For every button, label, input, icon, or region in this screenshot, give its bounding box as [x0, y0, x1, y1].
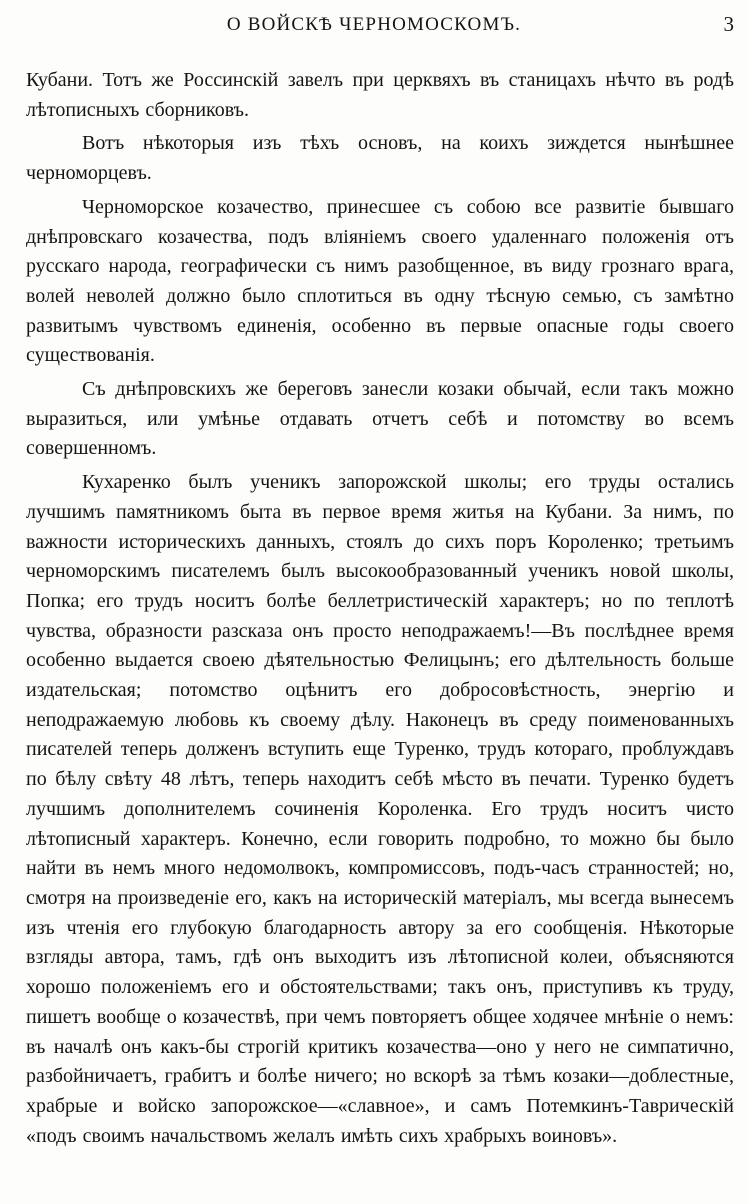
paragraph: Съ днѣпровскихъ же береговъ занесли козаки обычай, если такъ можно выразиться, или умѣнье отдавать отчетъ себѣ и потомству во всемъ совершенномъ.: [26, 378, 734, 460]
paragraph: Кубани. Тотъ же Россинскій завелъ при церквяхъ въ станицахъ нѣчто въ родѣ лѣтописныхъ сборниковъ.: [26, 69, 734, 121]
body-text: [26, 66, 734, 1155]
page-number: 3: [723, 12, 734, 36]
running-head: [0, 12, 748, 42]
running-title: О ВОЙСКѢ ЧЕРНОМОСКОМЪ.: [226, 14, 522, 35]
paragraph: Черноморское козачество, принесшее съ собою все развитіе бывшаго днѣпровскаго козачества, подъ вліяніемъ своего удаленнаго положенія отъ русскаго народа, географически съ нимъ разобщенное, въ виду грознаго врага, волей неволей должно было сплотиться въ одну тѣсную семью, съ замѣтно развитымъ чувствомъ единенія, особенно въ первые опасные годы своего существованія.: [26, 195, 734, 367]
paragraph: Кухаренко былъ ученикъ запорожской школы; его труды остались лучшимъ памятникомъ быта въ первое время житья на Кубани. За нимъ, по важности историческихъ данныхъ, стоялъ до сихъ поръ Короленко; третьимъ черноморскимъ писателемъ былъ высокообразованный ученикъ новой школы, Попка; его трудъ носитъ болѣе беллетристическій характеръ; но по теплотѣ чувства, образности разсказа онъ просто неподражаемъ!—Въ послѣднее время особенно выдается своею дѣятельностью Фелицынъ; его дѣлтельность больше издательская; потомство оцѣнитъ его добросовѣстность, энергію и неподражаемую любовь къ своему дѣлу. Наконецъ въ среду поименованныхъ писателей теперь долженъ вступить еще Туренко, трудъ котораго, проблуждавъ по бѣлу свѣту 48 лѣтъ, теперь находитъ себѣ мѣсто въ печати. Туренко будетъ лучшимъ дополнителемъ сочиненія Короленка. Его трудъ носитъ чисто лѣтописный характеръ. Конечно, если говорить подробно, то можно бы было найти въ немъ много недомолвокъ, компромиссовъ, подъ-часъ странностей; но, смотря на произведеніе его, какъ на историческій матеріалъ, мы всегда вынесемъ изъ чтенія его глубокую благодарность автору за его сообщенія. Нѣкоторые взгляды автора, тамъ, гдѣ онъ выходитъ изъ лѣтописной колеи, объясняются хорошо положеніемъ его и обстоятельствами; такъ онъ, приступивъ къ труду, пишетъ вообще о козачествѣ, при чемъ повторяетъ общее ходячее мнѣніе о немъ: въ началѣ онъ какъ-бы строгій критикъ козачества—оно у него не симпатично, разбойничаетъ, грабитъ и болѣе ничего; но вскорѣ за тѣмъ козаки—доблестные, храбрые и войско запорожское—«славное», и самъ Потемкинъ-Таврическій «подъ своимъ начальствомъ желалъ имѣть сихъ храбрыхъ воиновъ».: [26, 471, 734, 1147]
paragraph: Вотъ нѣкоторыя изъ тѣхъ основъ, на коихъ зиждется нынѣшнее черноморцевъ.: [26, 132, 734, 185]
